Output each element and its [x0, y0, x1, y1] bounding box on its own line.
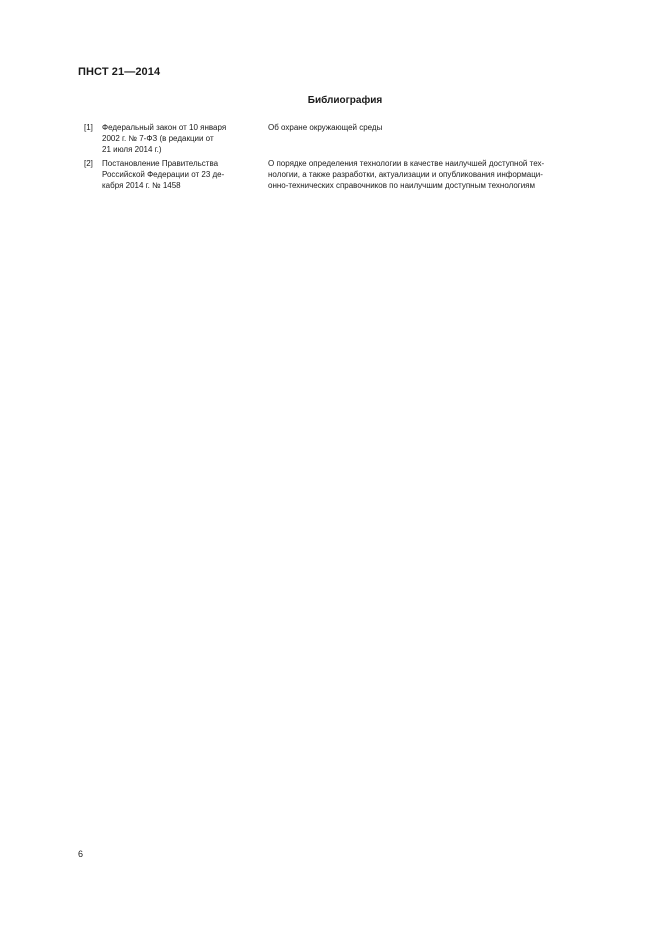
entry-number: [1] [84, 123, 93, 132]
bibliography-entry [84, 158, 614, 191]
entry-title: Об охране окружающей среды [268, 123, 383, 132]
entry-source: Федеральный закон от 10 января 2002 г. № 7-ФЗ (в редакции от 21 июля 2014 г.) [102, 123, 227, 154]
document-code: ПНСТ 21—2014 [78, 66, 161, 78]
entry-title: О порядке определения технологии в качестве наилучшей доступной тех- нологии, а также разработки, актуализации и опубликования информаци- онно-технических справочников по наилучшим доступным технологиям [268, 159, 545, 190]
entry-source: Постановление Правительства Российской Федерации от 23 де- кабря 2014 г. № 1458 [102, 159, 225, 190]
page-number: 6 [78, 849, 84, 859]
bibliography-list [84, 122, 614, 191]
bibliography-entry [84, 122, 614, 155]
section-title: Библиография [307, 95, 383, 106]
entry-number: [2] [84, 159, 93, 168]
